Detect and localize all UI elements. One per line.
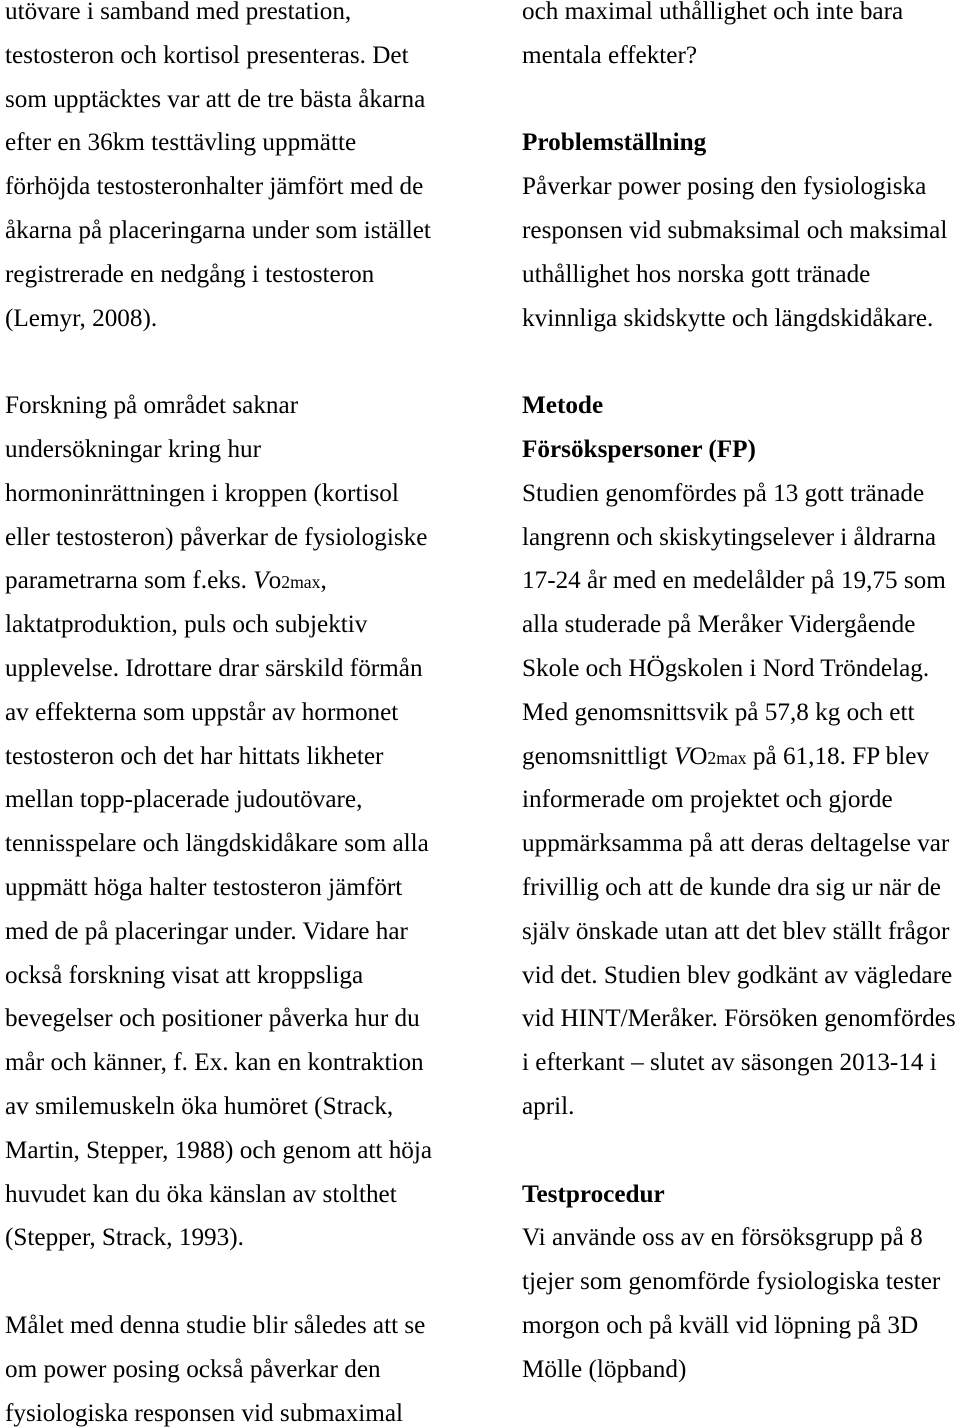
text-line: hormoninrättningen i kroppen (kortisol: [5, 479, 399, 507]
text-line: Martin, Stepper, 1988) och genom att höja: [5, 1136, 433, 1164]
text-line: april.: [522, 1092, 575, 1120]
text-line: laktatproduktion, puls och subjektiv: [5, 611, 368, 639]
text-line: eller testosteron) påverkar de fysiologiske: [5, 523, 428, 551]
text-line: frivillig och att de kunde dra sig ur när de: [522, 873, 941, 901]
text-line: av smilemuskeln öka humöret (Strack,: [5, 1092, 394, 1120]
text-line: Studien genomfördes på 13 gott tränade: [522, 479, 925, 507]
text-line: uthållighet hos norska gott tränade: [522, 260, 871, 288]
text-line: bevegelser och positioner påverka hur du: [5, 1005, 420, 1033]
text-line: som upptäcktes var att de tre bästa åkarna: [5, 85, 426, 113]
text-line: testosteron och det har hittats likheter: [5, 742, 384, 770]
text-line: åkarna på placeringarna under som istället: [5, 216, 431, 244]
text-line: kvinnliga skidskytte och längdskidåkare.: [522, 304, 934, 332]
subsection-heading: Försökspersoner (FP): [522, 435, 756, 463]
text-line: tennisspelare och längdskidåkare som alla: [5, 830, 429, 858]
text-line: morgon och på kväll vid löpning på 3D: [522, 1311, 919, 1339]
section-heading: Metode: [522, 392, 604, 420]
text-line: Forskning på området saknar: [5, 392, 299, 420]
section-metode: [522, 394, 960, 1119]
text-segment: genomsnittligt: [522, 742, 674, 770]
section-testprocedur: [522, 1180, 960, 1383]
text-line: utövare i samband med prestation,: [5, 0, 352, 25]
text-line: också forskning visat att kroppsliga: [5, 961, 364, 989]
text-line: uppmätt höga halter testosteron jämfört: [5, 873, 403, 901]
text-line: om power posing också påverkar den: [5, 1355, 381, 1383]
text-line: 17-24 år med en medelålder på 19,75 som: [522, 567, 946, 595]
section-heading: Testprocedur: [522, 1180, 665, 1208]
text-line: Vi använde oss av en försöksgrupp på 8: [522, 1224, 923, 1252]
section-heading: Problemställning: [522, 129, 707, 157]
text-line: Med genomsnittsvik på 57,8 kg och ett: [522, 698, 915, 726]
text-line: själv önskade utan att det blev ställt frågor: [522, 917, 950, 945]
text-line: Påverkar power posing den fysiologiska: [522, 173, 927, 201]
text-segment: parametrarna som f.eks.: [5, 567, 254, 595]
section-problemstallning: [522, 131, 960, 330]
text-line: efter en 36km testtävling uppmätte: [5, 129, 357, 157]
text-line: (Lemyr, 2008).: [5, 304, 158, 332]
text-line: testosteron och kortisol presenteras. Det: [5, 41, 409, 69]
text-line: tjejer som genomförde fysiologiska tester: [522, 1268, 941, 1296]
text-line: Mölle (löpband): [522, 1355, 687, 1383]
text-line: och maximal uthållighet och inte bara: [522, 0, 904, 25]
paragraph-malet: [5, 1311, 510, 1427]
text-line: informerade om projektet och gjorde: [522, 786, 893, 814]
text-segment: på 61,18. FP blev: [746, 742, 929, 770]
text-line-vo2max: [522, 742, 960, 770]
text-line: i efterkant – slutet av säsongen 2013-14 i: [522, 1049, 937, 1077]
text-line: (Stepper, Strack, 1993).: [5, 1224, 244, 1252]
paragraph-continuation: [522, 0, 960, 68]
text-line: undersökningar kring hur: [5, 435, 262, 463]
text-line: alla studerade på Meråker Vidergående: [522, 611, 916, 639]
text-line: mår och känner, f. Ex. kan en kontraktion: [5, 1049, 424, 1077]
text-line: fysiologiska responsen vid submaximal: [5, 1399, 404, 1427]
text-line: uppmärksamma på att deras deltagelse var: [522, 830, 950, 858]
vo2max-o: o: [268, 567, 282, 595]
vo2max-2max: 2max: [281, 572, 321, 593]
vo2max-v: V: [253, 567, 269, 595]
text-line: med de på placeringar under. Vidare har: [5, 917, 408, 945]
text-line: mentala effekter?: [522, 41, 698, 69]
text-line: langrenn och skiskytingselever i åldrarna: [522, 523, 937, 551]
paragraph-continuation: [5, 0, 510, 331]
vo2max-o: O: [689, 742, 708, 770]
left-column: [5, 0, 510, 1426]
text-line: vid det. Studien blev godkänt av vägledare: [522, 961, 953, 989]
text-line-vo2max: [5, 569, 510, 593]
text-line: responsen vid submaksimal och maksimal: [522, 216, 948, 244]
right-column: [522, 0, 960, 1382]
text-line: av effekterna som uppstår av hormonet: [5, 698, 399, 726]
text-line: förhöjda testosteronhalter jämfört med de: [5, 173, 424, 201]
vo2max-2max: 2max: [707, 747, 747, 768]
text-line: registrerade en nedgång i testosteron: [5, 260, 375, 288]
text-line: Skole och HÖgskolen i Nord Tröndelag.: [522, 654, 930, 682]
text-line: upplevelse. Idrottare drar särskild förmån: [5, 654, 423, 682]
vo2max-v: V: [673, 742, 690, 770]
text-segment: ,: [320, 567, 327, 595]
text-line: vid HINT/Meråker. Försöken genomfördes: [522, 1005, 956, 1033]
text-line: huvudet kan du öka känslan av stolthet: [5, 1180, 397, 1208]
text-line: mellan topp-placerade judoutövare,: [5, 786, 363, 814]
paragraph-forskning: [5, 394, 510, 1250]
text-line: Målet med denna studie blir således att se: [5, 1311, 426, 1339]
